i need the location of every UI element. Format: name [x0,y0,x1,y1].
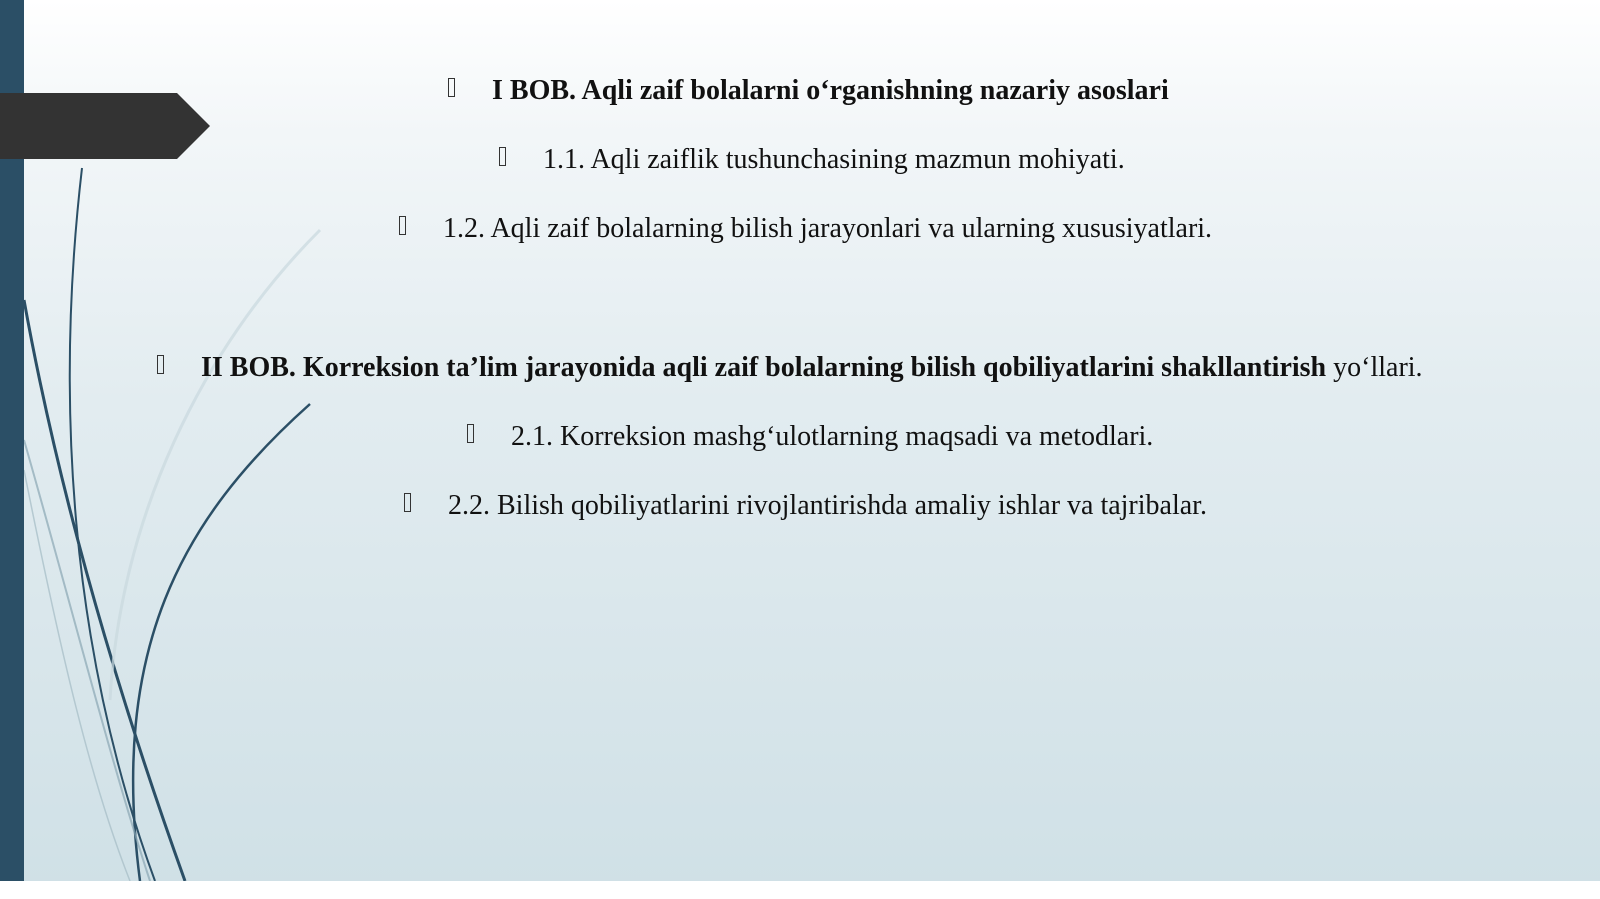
box-bullet-icon [404,489,411,523]
arrow-tag-shape [0,93,210,159]
section-1-2: 1.2. Aqli zaif bolalarning bilish jarayonlari va ularning xususiyatlari. [443,212,1212,246]
box-bullet-icon [399,212,406,246]
box-bullet-icon [499,143,506,177]
chapter-1-title: I BOB. Aqli zaif bolalarni o‘rganishning nazariy asoslari [492,74,1169,108]
box-bullet-icon [157,351,164,385]
box-bullet-icon [467,420,474,454]
bottom-strip [0,881,1600,899]
section-1-1: 1.1. Aqli zaiflik tushunchasining mazmun mohiyati. [543,143,1125,177]
chapter-2-title: II BOB. Korreksion ta’lim jarayonida aqli zaif bolalarning bilish qobiliyatlarini shakllantirish yo‘llari. [201,351,1423,385]
box-bullet-icon [448,74,455,108]
section-2-2: 2.2. Bilish qobiliyatlarini rivojlantirishda amaliy ishlar va tajribalar. [448,489,1207,523]
section-2-1: 2.1. Korreksion mashg‘ulotlarning maqsadi va metodlari. [511,420,1153,454]
